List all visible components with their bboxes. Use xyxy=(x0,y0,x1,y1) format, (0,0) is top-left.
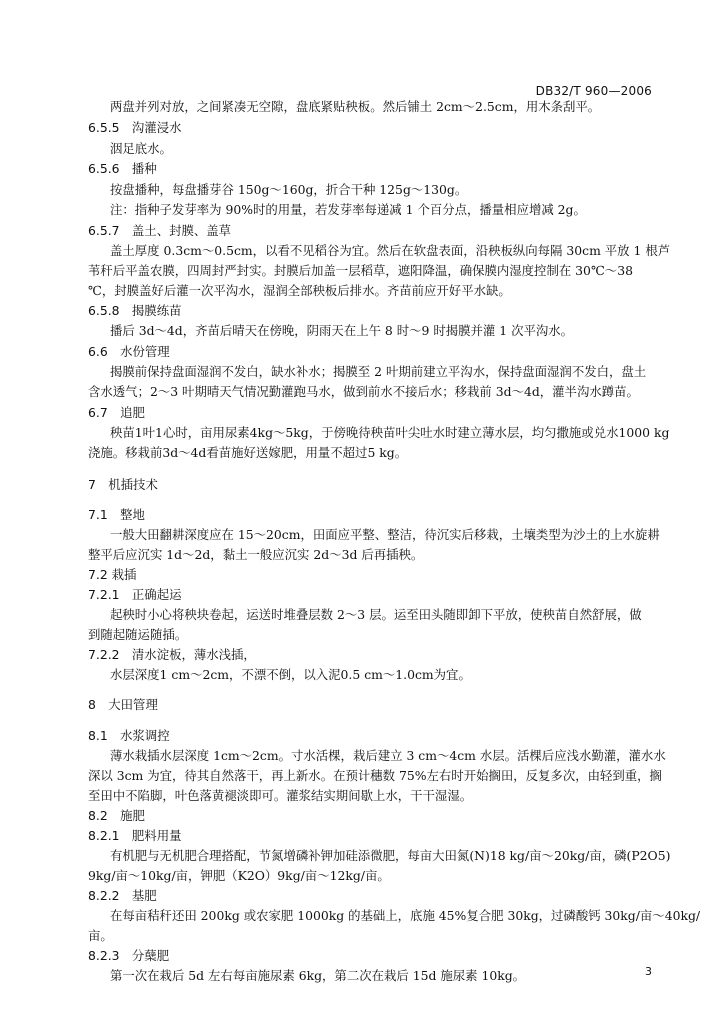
body-line: 一般大田翻耕深度应在 15～20cm，田面应平整、整洁，待沉实后移栽，土壤类型为沙土的上水旋耕 xyxy=(110,527,660,542)
section-heading: 7.2.1 正确起运 xyxy=(88,587,182,602)
page-number: 3 xyxy=(645,965,652,978)
body-line: 至田中不陷脚，叶色落黄褪淡即可。灌浆结实期间歇上水，干干湿湿。 xyxy=(88,788,473,803)
body-line: 含水透气；2～3 叶期晴天气情况勤灌跑马水，做到前水不接后水；移栽前 3d～4d，灌半沟水蹲苗。 xyxy=(88,384,639,399)
body-line: 整平后应沉实 1d～2d，黏土一般应沉实 2d～3d 后再插秧。 xyxy=(88,547,424,562)
section-heading: 6.5.8 揭膜练苗 xyxy=(88,303,182,318)
section-heading: 6.7 追肥 xyxy=(88,405,145,420)
section-heading: 6.5.7 盖土、封膜、盖草 xyxy=(88,223,232,238)
section-heading: 8.2.2 基肥 xyxy=(88,888,157,903)
body-line: 水层深度1 cm～2cm，不漂不倒，以入泥0.5 cm～1.0cm为宜。 xyxy=(110,667,471,682)
body-line: 苇秆后平盖农膜，四周封严封实。封膜后加盖一层稻草，遮阳降温，确保膜内湿度控制在 30℃～38 xyxy=(88,263,633,278)
section-heading: 8.2.1 肥料用量 xyxy=(88,828,182,843)
body-line: 注：指种子发芽率为 90%时的用量，若发芽率每递减 1 个百分点，播量相应增减 2g。 xyxy=(110,202,586,217)
section-heading: 7.2 栽插 xyxy=(88,567,137,582)
body-line: 薄水栽插水层深度 1cm～2cm。寸水活棵，栽后建立 3 cm～4cm 水层。活棵后应浅水勤灌，灌水水 xyxy=(110,748,666,763)
section-heading: 8.2.3 分蘖肥 xyxy=(88,948,170,963)
body-line: 播后 3d～4d，齐苗后晴天在傍晚，阴雨天在上午 8 时～9 时揭膜并灌 1 次平沟水。 xyxy=(110,323,574,338)
body-line: 亩。 xyxy=(88,928,113,943)
body-line: 在每亩秸秆还田 200kg 或农家肥 1000kg 的基础上，底施 45%复合肥 30kg，过磷酸钙 30kg/亩～40kg/ xyxy=(110,908,701,923)
section-heading: 8.2 施肥 xyxy=(88,808,145,823)
body-line: 洇足底水。 xyxy=(110,141,172,156)
section-heading: 6.6 水份管理 xyxy=(88,344,170,359)
body-line: 揭膜前保持盘面湿润不发白，缺水补水；揭膜至 2 叶期前建立平沟水，保持盘面湿润不发白，盘土 xyxy=(110,364,647,379)
section-heading: 8.1 水浆调控 xyxy=(88,728,170,743)
body-line: 第一次在栽后 5d 左右每亩施尿素 6kg，第二次在栽后 15d 施尿素 10kg。 xyxy=(110,968,526,983)
body-line: 深以 3cm 为宜，待其自然落干，再上新水。在预计穗数 75%左右时开始搁田，反复多次，由轻到重，搁 xyxy=(88,768,662,783)
body-line: 浇施。移栽前3d～4d看苗施好送嫁肥，用量不超过5 kg。 xyxy=(88,445,408,460)
section-heading: 6.5.5 沟灌浸水 xyxy=(88,120,182,135)
section-heading: 7 机插技术 xyxy=(88,477,158,492)
section-heading: 7.2.2 清水淀板，薄水浅插， xyxy=(88,647,256,662)
body-line: 按盘播种，每盘播芽谷 150g～160g，折合干种 125g～130g。 xyxy=(110,182,468,197)
body-line: 盖土厚度 0.3cm～0.5cm，以看不见稻谷为宜。然后在软盘表面，沿秧板纵向每隔 30cm 平放 1 根芦 xyxy=(110,243,671,258)
section-heading: 8 大田管理 xyxy=(88,697,158,712)
body-line: ℃，封膜盖好后灌一次平沟水，湿润全部秧板后排水。齐苗前应开好平水缺。 xyxy=(88,283,511,298)
body-line: 两盘并列对放，之间紧凑无空隙，盘底紧贴秧板。然后铺土 2cm～2.5cm，用木条刮平。 xyxy=(110,99,601,114)
body-line: 起秧时小心将秧块卷起，运送时堆叠层数 2～3 层。运至田头随即卸下平放，使秧苗自然舒展，做 xyxy=(110,607,642,622)
body-line: 到随起随运随插。 xyxy=(88,627,188,642)
body-line: 9kg/亩～10kg/亩，钾肥（K2O）9kg/亩～12kg/亩。 xyxy=(88,868,390,883)
section-heading: 6.5.6 播种 xyxy=(88,161,157,176)
section-heading: 7.1 整地 xyxy=(88,507,145,522)
body-line: 有机肥与无机肥合理搭配，节氮增磷补钾加硅添微肥，每亩大田氮(N)18 kg/亩～20kg/亩，磷(P2O5) xyxy=(110,848,671,863)
standard-number: DB32/T 960—2006 xyxy=(535,84,652,98)
body-line: 秧苗1叶1心时，亩用尿素4kg～5kg，于傍晚待秧苗叶尖吐水时建立薄水层，均匀撒施或兑水1000 kg xyxy=(110,425,670,440)
